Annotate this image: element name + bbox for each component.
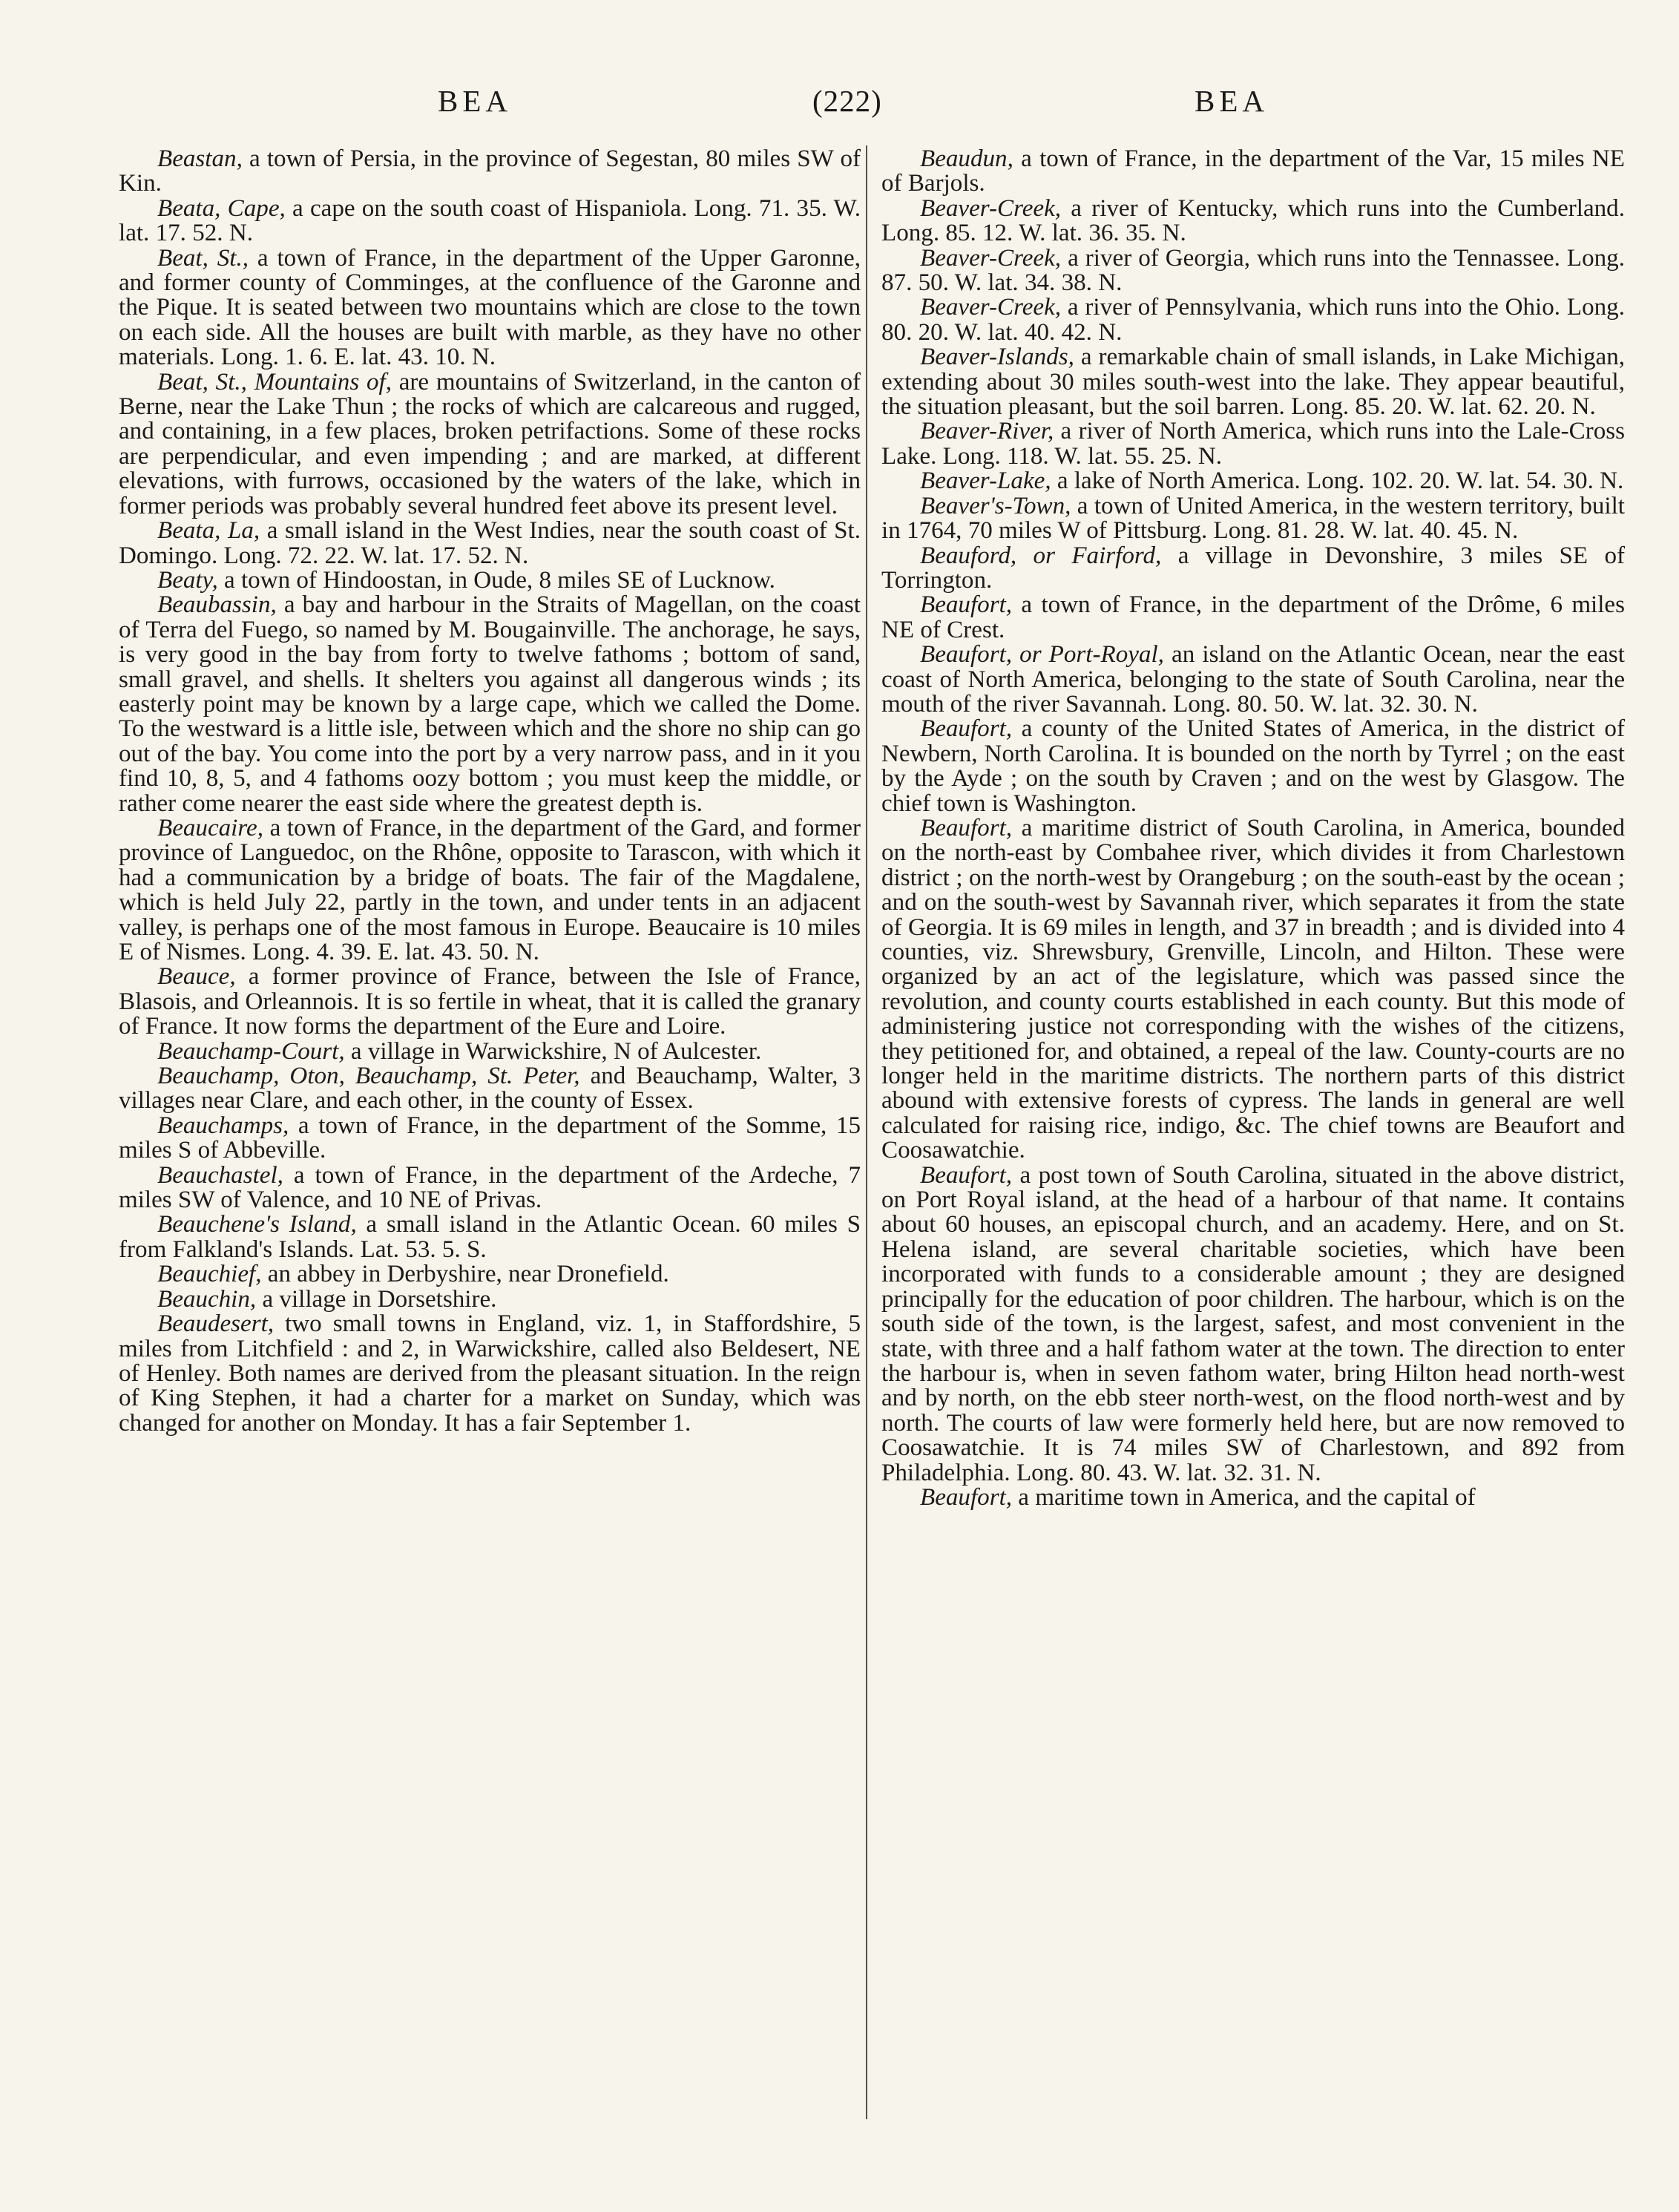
gazetteer-entry (119, 1262, 861, 1287)
entry-headword: Beaudun, (920, 145, 1013, 172)
entry-text: a lake of North America. Long. 102. 20. W. lat. 54. 30. N. (1051, 467, 1624, 495)
gazetteer-entry (119, 1312, 861, 1436)
entry-text: a small island in the West Indies, near the south coast of St. Domingo. Long. 72. 22. W. lat. 17. 52. N. (119, 517, 861, 569)
gazetteer-entry (881, 593, 1625, 643)
entry-headword: Beauchamp, Oton, Beauchamp, St. Peter, (157, 1063, 580, 1090)
gazetteer-entry (119, 1287, 861, 1312)
entry-text: an abbey in Derbyshire, near Dronefield. (261, 1261, 669, 1288)
entry-headword: Beat, St., (157, 244, 249, 272)
entry-text: a remarkable chain of small islands, in Lake Michigan, extending about 30 miles south-west into the lake. They appear beautiful, the situation pleasant, but the soil barren. Long. 85. 20. W. lat. 62. 20. N. (881, 344, 1625, 421)
gazetteer-entry (119, 1064, 861, 1114)
entry-text: a village in Dorsetshire. (256, 1285, 497, 1313)
entry-headword: Beaver-River, (920, 418, 1054, 445)
entry-text: an island on the Atlantic Ocean, near the east coast of North America, belonging to the state of South Carolina, near the mouth of the river Savannah. Long. 80. 50. W. lat. 32. 30. N. (881, 641, 1625, 718)
entry-text: a town of France, in the department of the Var, 15 miles NE of Barjols. (881, 145, 1625, 197)
entry-headword: Beauchene's Island, (157, 1211, 357, 1238)
gazetteer-entry (119, 147, 861, 197)
entry-headword: Beauchin, (157, 1285, 257, 1313)
gazetteer-entry (881, 1483, 1625, 1511)
gazetteer-entry (119, 1161, 861, 1214)
running-header (111, 83, 1588, 128)
entry-text: two small towns in England, viz. 1, in Staffordshire, 5 miles from Litchfield : and 2, in Warwickshire, called also Beldesert, NE of Henley. Both names are derived from the pleasant situation. In the reign of King Stephen, it had a charter for a market on Sunday, which was changed for another on Monday. It has a fair September 1. (119, 1310, 861, 1437)
entry-text: a village in Warwickshire, N of Aulcester. (344, 1037, 762, 1065)
entry-text: a county of the United States of America, in the district of Newbern, North Carolina. It is bounded on the north by Tyrrel ; on the east by the Ayde ; on the south by Craven ; and on the west by Glasgow. The chief town is Washington. (881, 715, 1625, 817)
entry-headword: Beaver-Creek, (920, 244, 1062, 272)
entry-headword: Beaver-Lake, (920, 467, 1051, 495)
entry-headword: Beaucaire, (157, 814, 263, 841)
entry-text: a town of Persia, in the province of Segestan, 80 miles SW of Kin. (119, 145, 861, 197)
entry-headword: Beauford, or Fairford, (920, 542, 1162, 569)
entry-text: are mountains of Switzerland, in the canton of Berne, near the Lake Thun ; the rocks of which are calcareous and rugged, and containing, in a few places, broken petrifactions. Some of these rocks are perpendicular, and even impending ; and are marked, at different elevations, with furrows, occasioned by the waters of the lake, which in former periods was probably several hundred feet above its present level. (119, 368, 861, 519)
entry-headword: Beaver-Creek, (920, 194, 1062, 222)
gazetteer-entry (119, 194, 861, 247)
gazetteer-entry (881, 469, 1625, 493)
entry-text: a maritime district of South Carolina, in America, bounded on the north-east by Combahee river, which divides it from Charlestown district ; on the north-west by Orangeburg ; on the south-east by the ocean ; and on the south-west by Savannah river, which separates it from the state of Georgia. It is 69 miles in length, and 37 in breadth ; and is divided into 4 counties, viz. Shrewsbury, Grenville, Lincoln, and Hilton. These were organized by an act of the legislature, which was passed since the revolution, and county courts established in each county. But this mode of administering justice not corresponding with the wishes of the citizens, they petitioned for, and obtained, a repeal of the law. County-courts are no longer held in the maritime districts. The northern parts of this district abound with extensive forests of cypress. The lands in general are well calculated for raising rice, indigo, &c. The chief towns are Beaufort and Coosawatchie. (881, 814, 1625, 1164)
gazetteer-entry (119, 246, 861, 370)
gazetteer-entry (881, 816, 1625, 1164)
entry-text: a river of Pennsylvania, which runs into the Ohio. Long. 80. 20. W. lat. 40. 42. N. (881, 294, 1625, 346)
entry-headword: Beastan, (157, 145, 243, 172)
entry-text: a river of North America, which runs into the Lale-Cross Lake. Long. 118. W. lat. 55. 25. N. (881, 418, 1625, 470)
entry-text: a town of Hindoostan, in Oude, 8 miles SE of Lucknow. (217, 566, 775, 594)
gazetteer-entry (881, 494, 1625, 544)
entry-headword: Beaver's-Town, (920, 492, 1071, 519)
gazetteer-entry (881, 345, 1625, 419)
entry-text: a town of France, in the department of the Drôme, 6 miles NE of Crest. (881, 591, 1625, 643)
gazetteer-entry (119, 965, 861, 1039)
gazetteer-entry (119, 1212, 861, 1262)
entry-headword: Beaufort, or Port-Royal, (920, 641, 1164, 669)
entry-headword: Beaufort, (920, 1483, 1013, 1511)
entry-text: a maritime town in America, and the capital of (1012, 1483, 1476, 1511)
entry-text: a cape on the south coast of Hispaniola. Long. 71. 35. W. lat. 17. 52. N. (119, 194, 861, 247)
entry-text: a post town of South Carolina, situated in the above district, on Port Royal island, at the head of a harbour of that name. It contains about 60 houses, an episcopal church, and an academy. Here, and on St. Helena island, are several charitable societies, which have been incorporated with funds to a considerable amount ; they are designed principally for the education of poor children. The harbour, which is on the south side of the town, is the largest, safest, and most convenient in the state, with three and a half fathom water at the town. The direction to enter the harbour is, when in seven fathom water, bring Hilton head north-west and by north, on the ebb steer north-west, on the flood north-west and by north. The courts of law were formerly held here, but are now removed to Coosawatchie. It is 74 miles SW of Charlestown, and 892 from Philadelphia. Long. 80. 43. W. lat. 32. 31. N. (881, 1161, 1625, 1486)
gazetteer-entry (119, 568, 861, 593)
entry-headword: Beauchastel, (157, 1161, 283, 1189)
header-right-guideword: BEA (1195, 84, 1269, 118)
entry-text: a river of Georgia, which runs into the Tennassee. Long. 87. 50. W. lat. 34. 38. N. (881, 244, 1625, 297)
entry-text: a former province of France, between the Isle of France, Blasois, and Orleannois. It is so fertile in wheat, that it is called the granary of France. It now forms the department of the Eure and Loire. (119, 963, 861, 1040)
entry-text: a town of France, in the department of the Gard, and former province of Languedoc, on the Rhône, opposite to Tarascon, with which it had a communication by a bridge of boats. The fair of the Magdalene, which is held July 22, partly in the town, and under tents in an adjacent valley, is perhaps one of the most famous in Europe. Beaucaire is 10 miles E of Nismes. Long. 4. 39. E. lat. 43. 50. N. (119, 814, 861, 965)
gazetteer-entry (881, 419, 1625, 469)
entry-headword: Beaudesert, (157, 1310, 275, 1338)
entry-text: a small island in the Atlantic Ocean. 60 miles S from Falkland's Islands. Lat. 53. 5. S. (119, 1211, 861, 1263)
gazetteer-entry (119, 593, 861, 816)
entry-headword: Beaufort, (920, 1161, 1013, 1189)
gazetteer-entry (881, 717, 1625, 816)
entry-headword: Beaufort, (920, 715, 1013, 743)
entry-headword: Beata, La, (157, 517, 260, 545)
entry-headword: Beauchamps, (157, 1112, 289, 1139)
column-divider (866, 145, 867, 2119)
header-left-guideword: BEA (438, 84, 512, 118)
entry-text: a town of France, in the department of the Upper Garonne, and former county of Comminges, at the confluence of the Garonne and the Pique. It is seated between two mountains which are close to the town on each side. All the houses are built with marble, as they have no other materials. Long. 1. 6. E. lat. 43. 10. N. (119, 244, 861, 371)
entry-headword: Beaty, (157, 566, 218, 594)
gazetteer-entry (881, 147, 1625, 197)
entry-text: a river of Kentucky, which runs into the Cumberland. Long. 85. 12. W. lat. 36. 35. N. (881, 194, 1625, 247)
entry-text: a town of United America, in the western territory, built in 1764, 70 miles W of Pittsburg. Long. 81. 28. W. lat. 40. 45. N. (881, 492, 1625, 545)
entry-text: a town of France, in the department of the Somme, 15 miles S of Abbeville. (119, 1112, 861, 1164)
entry-text: a bay and harbour in the Straits of Magellan, on the coast of Terra del Fuego, so named by M. Bougainville. The anchorage, he says, is very good in the bay from forty to twelve fathoms ; bottom of sand, small gravel, and shells. It shelters you against all dangerous winds ; its easterly point may be known by a large cape, which we called the Dome. To the westward is a little isle, between which and the shore no ship can go out of the bay. You come into the port by a very narrow pass, and in it you find 10, 8, 5, and 4 fathoms oozy bottom ; you must keep the middle, or rather come nearer the east side where the greatest depth is. (119, 591, 861, 817)
gazetteer-entry (119, 1114, 861, 1164)
gazetteer-entry (119, 370, 861, 519)
entry-text: and Beauchamp, Walter, 3 villages near Clare, and each other, in the county of Essex. (119, 1063, 861, 1115)
gazetteer-entry (881, 246, 1625, 296)
entry-text: a town of France, in the department of the Ardeche, 7 miles SW of Valence, and 10 NE of Privas. (119, 1161, 861, 1214)
entry-headword: Beaver-Islands, (920, 344, 1074, 371)
entry-headword: Beaufort, (920, 591, 1013, 619)
gazetteer-entry (881, 194, 1625, 247)
gazetteer-entry (881, 643, 1625, 717)
right-column (881, 147, 1625, 1510)
gazetteer-entry (881, 1161, 1625, 1486)
entry-headword: Beata, Cape, (157, 194, 286, 222)
gazetteer-entry (119, 816, 861, 965)
entry-headword: Beauce, (157, 963, 236, 991)
entry-headword: Beaver-Creek, (920, 294, 1062, 321)
gazetteer-entry (881, 295, 1625, 345)
gazetteer-entry (881, 544, 1625, 594)
entry-headword: Beauchief, (157, 1261, 262, 1288)
entry-headword: Beat, St., Mountains of, (157, 368, 392, 396)
entry-headword: Beauchamp-Court, (157, 1037, 345, 1065)
left-column (119, 147, 861, 1436)
gazetteer-entry (119, 1037, 861, 1065)
entry-text: a village in Devonshire, 3 miles SE of Torrington. (881, 542, 1625, 594)
entry-headword: Beaufort, (920, 814, 1013, 841)
entry-headword: Beaubassin, (157, 591, 277, 619)
page-number: (222) (812, 84, 882, 118)
gazetteer-entry (119, 519, 861, 568)
